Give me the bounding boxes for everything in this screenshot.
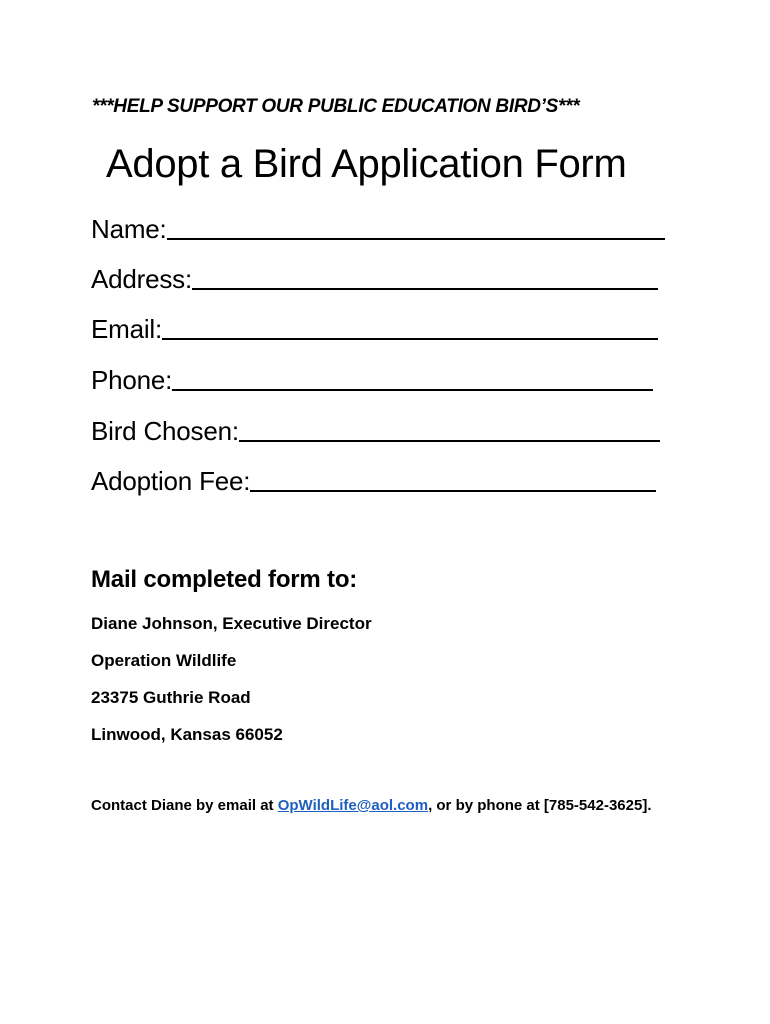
adoption-fee-blank-line[interactable]	[250, 464, 656, 492]
address-label: Address:	[91, 264, 193, 294]
email-field[interactable]	[91, 310, 658, 344]
bird-chosen-label: Bird Chosen:	[91, 416, 239, 446]
phone-label: Phone:	[91, 365, 173, 395]
name-label: Name:	[91, 214, 167, 244]
contact-suffix: .	[647, 797, 652, 814]
address-field[interactable]	[91, 260, 658, 294]
bird-chosen-blank-line[interactable]	[239, 414, 660, 442]
mail-street: 23375 Guthrie Road	[91, 688, 251, 707]
phone-field[interactable]	[91, 361, 653, 395]
name-blank-line[interactable]	[167, 212, 665, 240]
mail-organization: Operation Wildlife	[91, 651, 237, 670]
contact-email-link[interactable]: OpWildLife@aol.com	[277, 797, 429, 814]
contact-line	[91, 797, 651, 814]
adoption-fee-field[interactable]	[91, 462, 656, 496]
mail-city-state-zip: Linwood, Kansas 66052	[91, 725, 283, 744]
address-blank-line[interactable]	[192, 262, 658, 290]
phone-blank-line[interactable]	[172, 363, 653, 391]
mail-heading: Mail completed form to:	[91, 566, 358, 593]
contact-prefix: Contact Diane by email at	[91, 797, 278, 814]
contact-phone: [785-542-3625]	[543, 797, 648, 814]
email-blank-line[interactable]	[162, 312, 658, 340]
bird-chosen-field[interactable]	[91, 412, 660, 446]
adoption-fee-label: Adoption Fee:	[91, 466, 251, 496]
support-banner: ***HELP SUPPORT OUR PUBLIC EDUCATION BIRD’S***	[92, 96, 580, 117]
name-field[interactable]	[91, 210, 665, 244]
contact-middle: , or by phone at	[428, 797, 544, 814]
form-title: Adopt a Bird Application Form	[106, 142, 627, 186]
mail-recipient: Diane Johnson, Executive Director	[91, 614, 372, 633]
email-label: Email:	[91, 314, 163, 344]
